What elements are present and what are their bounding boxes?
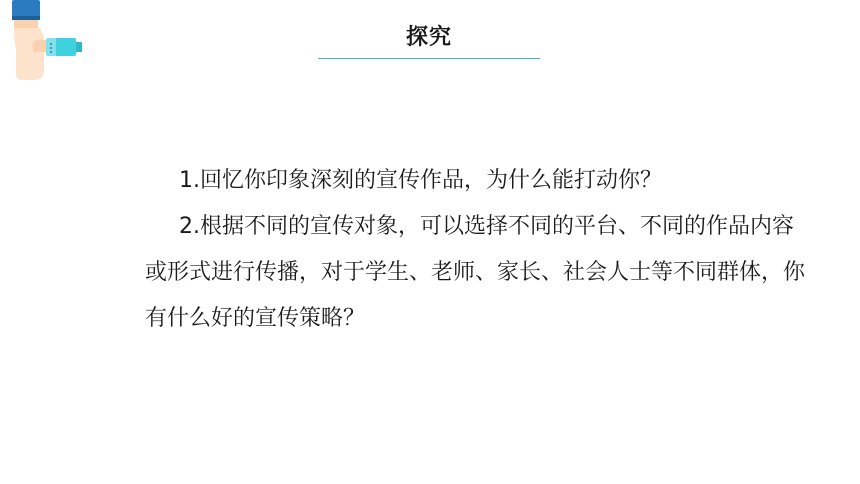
hand-holding-usb-drive-icon [0, 0, 100, 90]
title-underline [318, 58, 540, 59]
question-2: 2.根据不同的宣传对象，可以选择不同的平台、不同的作品内容或形式进行传播，对于学生、老师、家长、社会人士等不同群体，你有什么好的宣传策略？ [145, 214, 806, 331]
question-1: 1.回忆你印象深刻的宣传作品，为什么能打动你？ [179, 168, 662, 193]
slide-content [145, 158, 805, 342]
page-title: 探究 [405, 25, 452, 50]
